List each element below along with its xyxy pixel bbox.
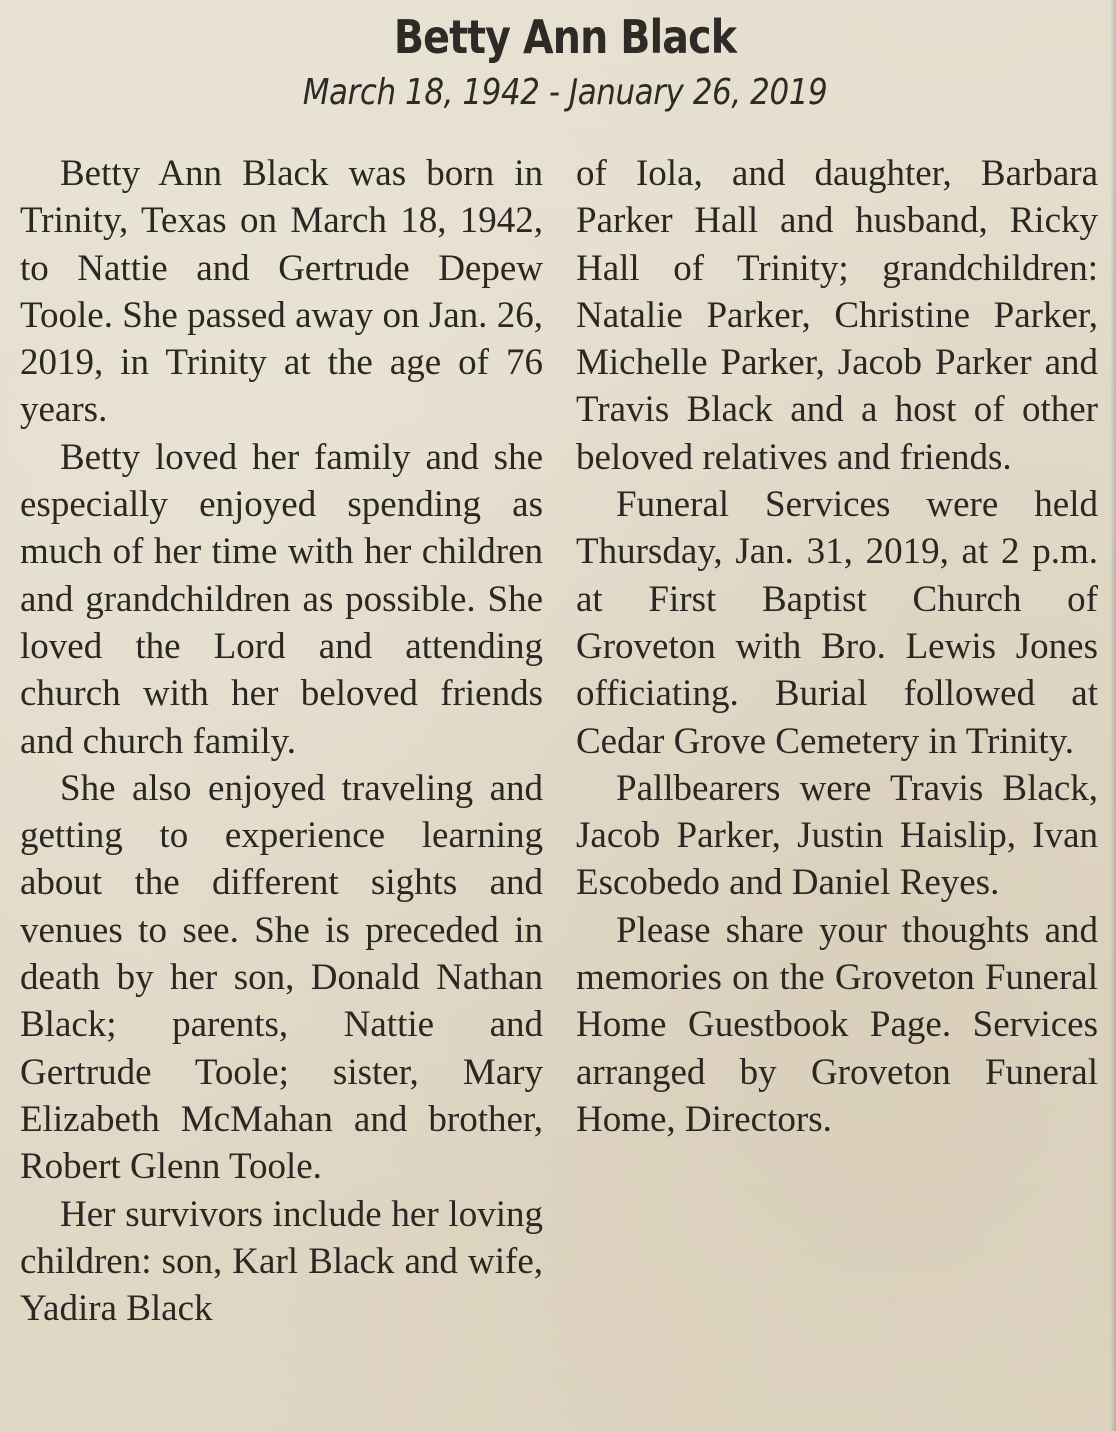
paragraph-birth-death: Betty Ann Black was born in Trinity, Texas on March 18, 1942, to Nattie and Gertrude Depew Toole. She passed away on Jan. 26, 2019, in Trinity at the age of 76 years. — [20, 153, 543, 431]
paragraph-traveling-preceded: She also enjoyed traveling and getting to experience learning about the different sights and venues to see. She is preceded in death by her son, Donald Nathan Black; parents, Nattie and Gertrude Toole; sister, Mary Elizabeth McMahan and brother, Robert Glenn Toole. — [20, 767, 543, 1188]
right-column — [576, 150, 1098, 1143]
paragraph-survivors-continued: of Iola, and daughter, Barbara Parker Hall and husband, Ricky Hall of Trinity; grandchildren: Natalie Parker, Christine Parker, Michelle Parker, Jacob Parker and Travis Black and a host of other beloved relatives and friends. — [576, 153, 1098, 478]
obituary-name-heading: Betty Ann Black — [393, 10, 737, 64]
paragraph-funeral-services: Funeral Services were held Thursday, Jan. 31, 2019, at 2 p.m. at First Baptist Church of Groveton with Bro. Lewis Jones officiating. Burial followed at Cedar Grove Cemetery in Trinity. — [576, 484, 1098, 762]
obituary-dates: March 18, 1942 - January 26, 2019 — [302, 72, 828, 113]
paragraph-family: Betty loved her family and she especially enjoyed spending as much of her time with her children and grandchildren as possible. She loved the Lord and attending church with her beloved friends and church family. — [20, 436, 543, 762]
paragraph-pallbearers: Pallbearers were Travis Black, Jacob Parker, Justin Haislip, Ivan Escobedo and Daniel Reyes. — [576, 767, 1098, 904]
paragraph-guestbook: Please share your thoughts and memories on the Groveton Funeral Home Guestbook Page. Services arranged by Groveton Funeral Home, Directors. — [576, 909, 1098, 1140]
left-column — [20, 150, 543, 1332]
paragraph-survivors-start: Her survivors include her loving children: son, Karl Black and wife, Yadira Black — [20, 1193, 543, 1330]
